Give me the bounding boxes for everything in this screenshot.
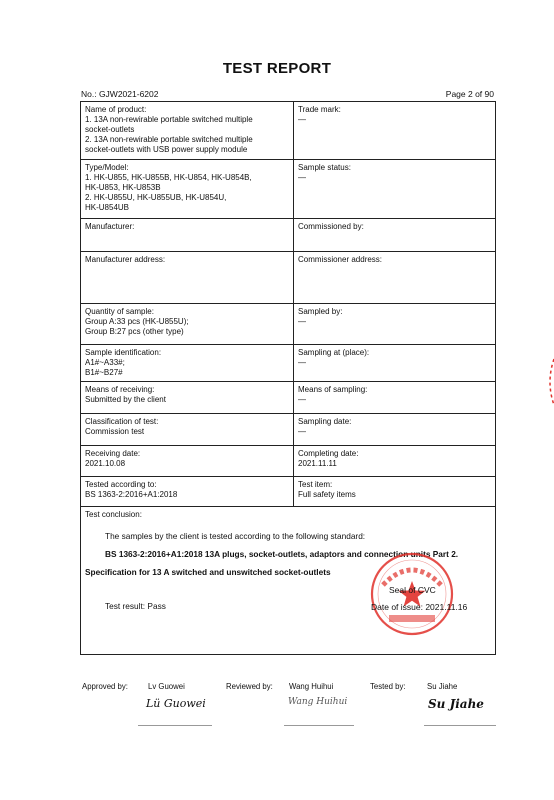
approved-name: Lv Guowei bbox=[148, 682, 185, 691]
field-label: Manufacturer: bbox=[85, 222, 135, 231]
field-label: Manufacturer address: bbox=[85, 255, 166, 264]
conclusion-cell bbox=[81, 507, 496, 655]
approved-signature-line bbox=[138, 725, 212, 726]
table-cell bbox=[81, 477, 294, 507]
standard-title: BS 1363-2:2016+A1:2018 13A plugs, socket-outlets, adaptors and connection units Part 2. bbox=[105, 549, 459, 559]
table-row bbox=[81, 477, 496, 507]
field-label: Means of sampling: bbox=[298, 385, 368, 394]
table-cell bbox=[294, 304, 496, 345]
tested-label: Tested by: bbox=[370, 682, 406, 691]
reviewed-signature-line bbox=[284, 725, 354, 726]
reviewed-name: Wang Huihui bbox=[289, 682, 334, 691]
table-row bbox=[81, 345, 496, 382]
table-cell bbox=[294, 102, 496, 160]
issue-date: Date of issue: 2021.11.16 bbox=[371, 602, 468, 612]
table-cell bbox=[81, 345, 294, 382]
table-row bbox=[81, 414, 496, 446]
field-value: 1. HK-U855, HK-U855B, HK-U854, HK-U854B, HK-U853, HK-U853B 2. HK-U855U, HK-U855UB, HK-U854U, HK-U854UB bbox=[85, 173, 252, 212]
table-cell bbox=[294, 446, 496, 477]
table-cell bbox=[81, 219, 294, 252]
table-cell bbox=[81, 414, 294, 446]
table-cell bbox=[81, 252, 294, 304]
table-cell bbox=[294, 252, 496, 304]
tested-name: Su Jiahe bbox=[427, 682, 458, 691]
conclusion-row bbox=[81, 507, 496, 655]
field-label: Means of receiving: bbox=[85, 385, 155, 394]
field-value: — bbox=[298, 427, 306, 436]
seal-text bbox=[371, 582, 467, 616]
field-value: Group A:33 pcs (HK-U855U); Group B:27 pcs (other type) bbox=[85, 317, 189, 336]
field-label: Sample identification: bbox=[85, 348, 162, 357]
conclusion-label: Test conclusion: bbox=[85, 510, 142, 519]
reviewed-signature: Wang Huihui bbox=[288, 697, 348, 707]
tested-signature-line bbox=[424, 725, 496, 726]
approved-label: Approved by: bbox=[82, 682, 128, 691]
field-value: 2021.10.08 bbox=[85, 459, 126, 468]
report-title: TEST REPORT bbox=[222, 60, 332, 77]
table-cell bbox=[81, 160, 294, 219]
table-row bbox=[81, 160, 496, 219]
table-row bbox=[81, 252, 496, 304]
standard-subtitle: Specification for 13 A switched and unswitched socket-outlets bbox=[85, 567, 331, 577]
table-cell bbox=[294, 477, 496, 507]
field-label: Sampled by: bbox=[298, 307, 343, 316]
field-label: Type/Model: bbox=[85, 163, 129, 172]
field-value: — bbox=[298, 317, 306, 326]
field-label: Receiving date: bbox=[85, 449, 141, 458]
conclusion-statement: The samples by the client is tested according to the following standard: bbox=[105, 531, 366, 541]
field-label: Name of product: bbox=[85, 105, 147, 114]
report-table bbox=[80, 101, 496, 655]
field-value: — bbox=[298, 395, 306, 404]
field-value: Submitted by the client bbox=[85, 395, 166, 404]
table-cell bbox=[294, 219, 496, 252]
table-cell bbox=[81, 102, 294, 160]
field-value: — bbox=[298, 173, 306, 182]
table-row bbox=[81, 219, 496, 252]
table-cell bbox=[81, 446, 294, 477]
field-label: Commissioned by: bbox=[298, 222, 364, 231]
field-label: Completing date: bbox=[298, 449, 359, 458]
field-label: Test item: bbox=[298, 480, 333, 489]
edge-seal-fragment bbox=[544, 357, 554, 407]
table-row bbox=[81, 102, 496, 160]
table-cell bbox=[294, 382, 496, 414]
tested-signature: Su Jiahe bbox=[428, 697, 484, 711]
report-number: No.: GJW2021-6202 bbox=[81, 89, 159, 99]
table-cell bbox=[294, 345, 496, 382]
table-row bbox=[81, 382, 496, 414]
test-result: Test result: Pass bbox=[105, 601, 166, 611]
page-number: Page 2 of 90 bbox=[445, 89, 494, 99]
field-value: Commission test bbox=[85, 427, 145, 436]
reviewed-label: Reviewed by: bbox=[226, 682, 273, 691]
field-label: Sampling date: bbox=[298, 417, 352, 426]
approved-signature: Lü Guowei bbox=[146, 697, 206, 710]
table-cell bbox=[81, 382, 294, 414]
field-label: Classification of test: bbox=[85, 417, 159, 426]
field-label: Sampling at (place): bbox=[298, 348, 370, 357]
table-row bbox=[81, 304, 496, 345]
table-row bbox=[81, 446, 496, 477]
table-cell bbox=[294, 414, 496, 446]
table-cell bbox=[294, 160, 496, 219]
field-value: 1. 13A non-rewirable portable switched multiple socket-outlets 2. 13A non-rewirable portable switched multiple socket-outlets with USB power supply module bbox=[85, 115, 253, 154]
field-label: Commissioner address: bbox=[298, 255, 383, 264]
seal-label: Seal of CVC bbox=[389, 585, 436, 595]
field-value: Full safety items bbox=[298, 490, 356, 499]
field-value: 2021.11.11 bbox=[298, 459, 337, 468]
field-label: Trade mark: bbox=[298, 105, 341, 114]
field-value: — bbox=[298, 115, 306, 124]
field-label: Quantity of sample: bbox=[85, 307, 154, 316]
field-value: A1#~A33#; B1#~B27# bbox=[85, 358, 125, 377]
field-label: Sample status: bbox=[298, 163, 351, 172]
field-label: Tested according to: bbox=[85, 480, 157, 489]
field-value: BS 1363-2:2016+A1:2018 bbox=[85, 490, 178, 499]
field-value: — bbox=[298, 358, 306, 367]
table-cell bbox=[81, 304, 294, 345]
